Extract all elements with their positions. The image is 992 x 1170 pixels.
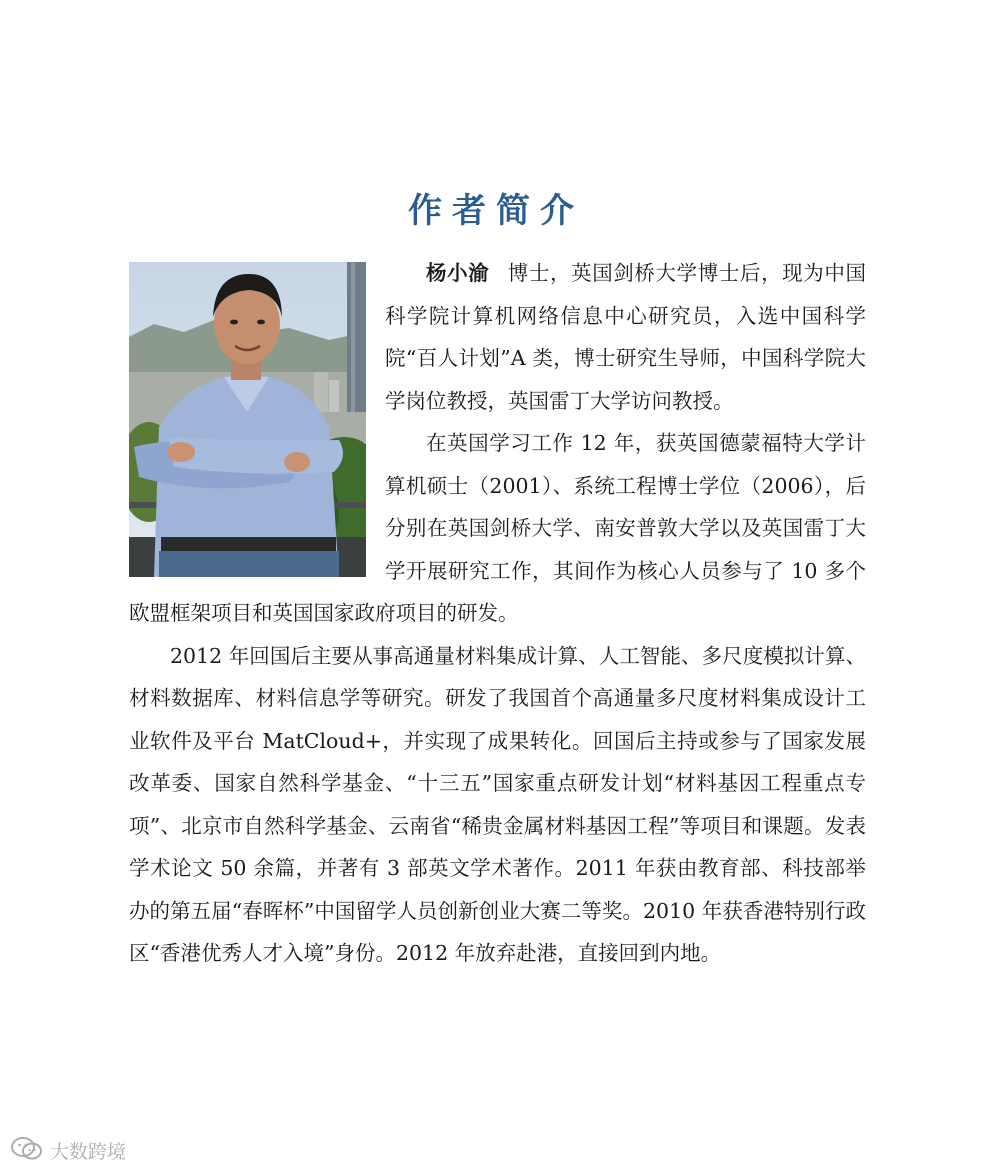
biography-paragraph-china: 2012 年回国后主要从事高通量材料集成计算、人工智能、多尺度模拟计算、材料数据库、材料信息学等研究。研发了我国首个高通量多尺度材料集成设计工业软件及平台 MatCloud+，并实现了成果转化。回国后主持或参与了国家发展改革委、国家自然科学基金、“十三五”国家重点研发计划“材料基因工程重点专项”、北京市自然科学基金、云南省“稀贵金属材料基因工程”等项目和课题。发表学术论文 50 余篇，并著有 3 部英文学术著作。2011 年获由教育部、科技部举办的第五届“春晖杯”中国留学人员创新创业大赛二等奖。2010 年获香港特别行政区“香港优秀人才入境”身份。2012 年放弃赴港，直接回到内地。 — [129, 643, 866, 965]
watermark — [10, 1136, 126, 1165]
photo-wrap-spacer — [129, 252, 385, 588]
biography-paragraph-uk: 在英国学习工作 12 年，获英国德蒙福特大学计算机硕士（2001）、系统工程博士学位（2006），后分别在英国剑桥大学、南安普敦大学以及英国雷丁大学开展研究工作，其间作为核心人员参与了 10 多个欧盟框架项目和英国国家政府项目的研发。 — [129, 431, 866, 625]
author-intro: 博士，英国剑桥大学博士后，现为中国科学院计算机网络信息中心研究员，入选中国科学院“百人计划”A 类，博士研究生导师，中国科学院大学岗位教授，英国雷丁大学访问教授。 — [385, 261, 867, 413]
author-biography — [129, 252, 866, 975]
page-title: 作者简介 — [408, 191, 584, 231]
watermark-text: 大数跨境 — [50, 1141, 127, 1163]
wechat-logo-icon — [10, 1136, 44, 1165]
author-name: 杨小渝 — [426, 261, 490, 285]
